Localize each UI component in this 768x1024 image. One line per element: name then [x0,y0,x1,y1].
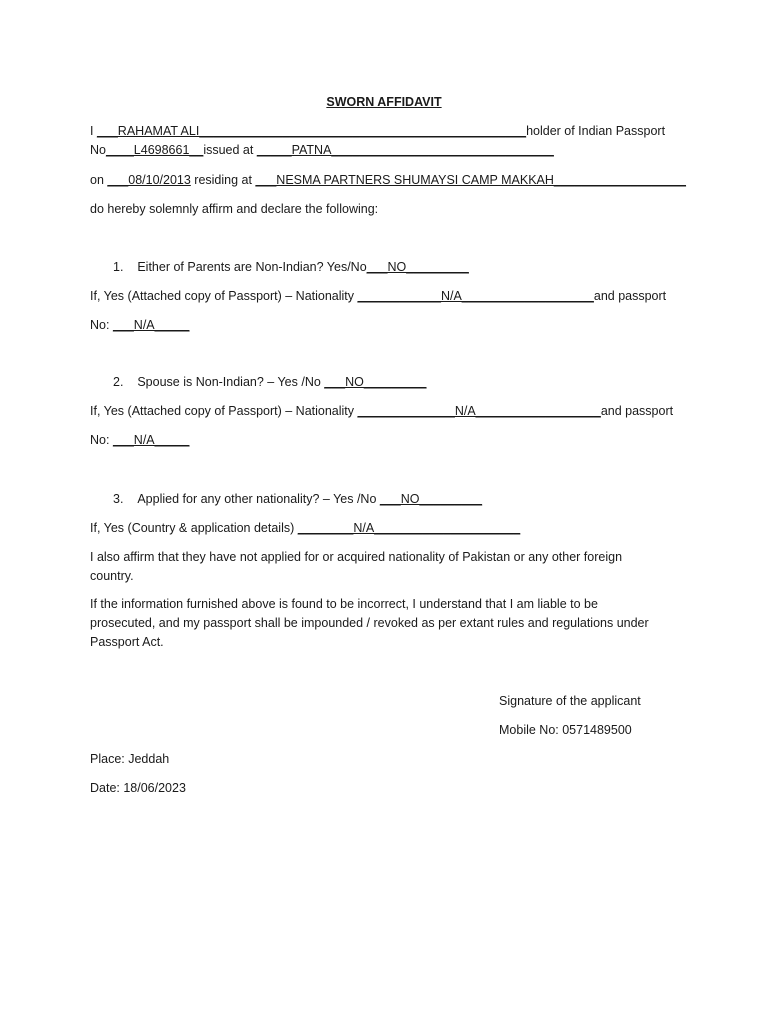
question-1-no-label: No: [90,318,113,332]
question-3-details-line [90,521,520,536]
question-1-passport-value: ___N/A_____ [112,318,190,332]
signature-label: Signature of the applicant [499,694,641,708]
question-2-number: 2. [113,375,124,389]
question-3-number: 3. [113,492,124,506]
question-1-passport-label: and passport [593,289,667,303]
residence-line [90,173,686,188]
issue-place: _____PATNA________________________________ [256,143,554,157]
declarant-prefix: I [90,124,97,138]
affirmation-line-2: country. [90,569,134,583]
question-2-nationality-value: ______________N/A__________________ [357,404,601,418]
declarant-name: ___RAHAMAT ALI_______________________________________________ [96,124,527,138]
question-3 [113,492,482,507]
question-2-passport-label: and passport [600,404,674,418]
date-prefix: on [90,173,108,187]
question-2-passport-value: ___N/A_____ [112,433,190,447]
residing-label: residing at [190,173,256,187]
question-1-text: Either of Parents are Non-Indian? Yes/No [137,260,367,274]
question-1-number: 1. [113,260,124,274]
date-line: Date: 18/06/2023 [90,781,186,795]
question-2-passport-line [90,433,189,448]
question-2 [113,375,426,390]
affirmation-line-1: I also affirm that they have not applied for or acquired nationality of Pakistan or any other foreign [90,550,623,564]
question-3-answer: ___NO_________ [379,492,483,506]
question-3-text: Applied for any other nationality? – Yes /No [137,492,380,506]
mobile-number: Mobile No: 0571489500 [499,723,632,737]
declarant-suffix: holder of Indian Passport [526,124,666,138]
declarant-line [90,124,665,139]
document-title: SWORN AFFIDAVIT [326,95,442,109]
question-1-answer: ___NO_________ [366,260,469,274]
liability-line-1: If the information furnished above is found to be incorrect, I understand that I am liable to be [90,597,598,611]
question-2-answer: ___NO_________ [324,375,427,389]
declaration-intro: do hereby solemnly affirm and declare the following: [90,202,379,216]
question-3-details-label: If, Yes (Country & application details) [90,521,298,535]
issued-at-label: issued at [203,143,257,157]
issue-date: ___08/10/2013 [107,173,191,187]
liability-line-2: prosecuted, and my passport shall be impounded / revoked as per extant rules and regulations under [90,616,649,630]
question-2-nationality-label: If, Yes (Attached copy of Passport) – Nationality [90,404,358,418]
question-1-nationality-value: ____________N/A___________________ [357,289,594,303]
place-line: Place: Jeddah [90,752,170,766]
residence-address: ___NESMA PARTNERS SHUMAYSI CAMP MAKKAH___________________ [255,173,686,187]
question-1 [113,260,469,275]
liability-line-3: Passport Act. [90,635,164,649]
question-1-nationality-line [90,289,666,304]
question-1-passport-line [90,318,189,333]
question-2-no-label: No: [90,433,113,447]
question-3-details-value: ________N/A_____________________ [297,521,521,535]
question-1-nationality-label: If, Yes (Attached copy of Passport) – Nationality [90,289,358,303]
question-2-nationality-line [90,404,673,419]
question-2-text: Spouse is Non-Indian? – Yes /No [137,375,325,389]
passport-line [90,143,554,158]
passport-number: ____L4698661__ [105,143,204,157]
passport-prefix: No [90,143,106,157]
